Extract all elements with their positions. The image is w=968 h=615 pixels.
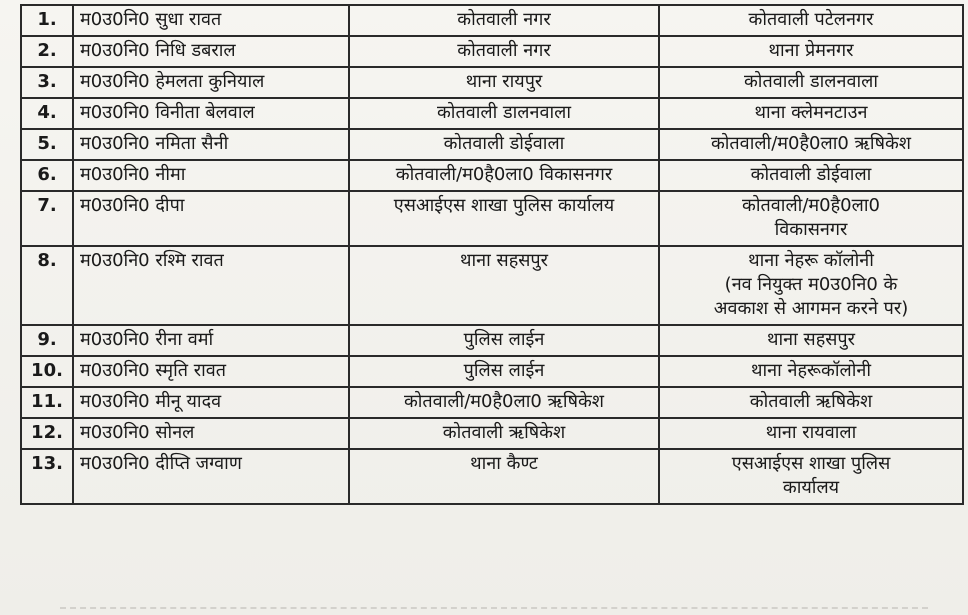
new-posting-line: थाना सहसपुर [766, 329, 856, 350]
new-posting [659, 191, 963, 246]
new-posting [659, 418, 963, 449]
new-posting [659, 246, 963, 325]
officer-name: म0उ0नि0 रश्मि रावत [73, 246, 349, 325]
new-posting [659, 36, 963, 67]
table-row [21, 356, 963, 387]
current-posting: कोतवाली डोईवाला [349, 129, 659, 160]
current-posting: कोतवाली नगर [349, 5, 659, 36]
page-edge-mark [60, 607, 928, 613]
serial-number: 6. [21, 160, 73, 191]
new-posting-line: कोतवाली डालनवाला [743, 71, 879, 92]
new-posting-line: कोतवाली ऋषिकेश [749, 391, 873, 412]
new-posting [659, 449, 963, 504]
officer-name: म0उ0नि0 नीमा [73, 160, 349, 191]
new-posting-line: थाना नेहरूकॉलोनी [750, 360, 872, 381]
current-posting: थाना सहसपुर [349, 246, 659, 325]
new-posting-line: कार्यालय [782, 477, 840, 498]
table-row [21, 67, 963, 98]
serial-number: 2. [21, 36, 73, 67]
transfer-table [20, 4, 964, 505]
officer-name: म0उ0नि0 दीपा [73, 191, 349, 246]
new-posting [659, 356, 963, 387]
current-posting: एसआईएस शाखा पुलिस कार्यालय [349, 191, 659, 246]
serial-number: 12. [21, 418, 73, 449]
current-posting: पुलिस लाईन [349, 356, 659, 387]
current-posting: थाना कैण्ट [349, 449, 659, 504]
new-posting-line: थाना क्लेमनटाउन [754, 102, 868, 123]
new-posting-line: थाना प्रेमनगर [768, 40, 854, 61]
new-posting-line: कोतवाली/म0है0ला0 ऋषिकेश [710, 133, 912, 154]
new-posting [659, 160, 963, 191]
serial-number: 9. [21, 325, 73, 356]
serial-number: 1. [21, 5, 73, 36]
new-posting-line: थाना रायवाला [765, 422, 857, 443]
table-row [21, 36, 963, 67]
table-row [21, 246, 963, 325]
table-row [21, 129, 963, 160]
officer-name: म0उ0नि0 विनीता बेलवाल [73, 98, 349, 129]
serial-number: 4. [21, 98, 73, 129]
serial-number: 3. [21, 67, 73, 98]
new-posting-line: कोतवाली डोईवाला [750, 164, 872, 185]
new-posting [659, 129, 963, 160]
officer-name: म0उ0नि0 हेमलता कुनियाल [73, 67, 349, 98]
current-posting: कोतवाली ऋषिकेश [349, 418, 659, 449]
new-posting-line: कोतवाली पटेलनगर [748, 9, 874, 30]
serial-number: 11. [21, 387, 73, 418]
current-posting: थाना रायपुर [349, 67, 659, 98]
new-posting-line: एसआईएस शाखा पुलिस [731, 453, 891, 474]
current-posting: कोतवाली डालनवाला [349, 98, 659, 129]
new-posting [659, 387, 963, 418]
new-posting-line: अवकाश से आगमन करने पर) [713, 298, 909, 319]
current-posting: कोतवाली/म0है0ला0 विकासनगर [349, 160, 659, 191]
new-posting-line: कोतवाली/म0है0ला0 [742, 195, 880, 216]
table-row [21, 191, 963, 246]
current-posting: पुलिस लाईन [349, 325, 659, 356]
new-posting [659, 98, 963, 129]
officer-name: म0उ0नि0 सोनल [73, 418, 349, 449]
current-posting: कोतवाली नगर [349, 36, 659, 67]
serial-number: 13. [21, 449, 73, 504]
officer-name: म0उ0नि0 मीनू यादव [73, 387, 349, 418]
new-posting [659, 325, 963, 356]
current-posting: कोतवाली/म0है0ला0 ऋषिकेश [349, 387, 659, 418]
officer-name: म0उ0नि0 सुधा रावत [73, 5, 349, 36]
table-row [21, 160, 963, 191]
new-posting-line: थाना नेहरू कॉलोनी [748, 250, 874, 271]
serial-number: 8. [21, 246, 73, 325]
serial-number: 5. [21, 129, 73, 160]
table-row [21, 387, 963, 418]
table-row [21, 449, 963, 504]
serial-number: 10. [21, 356, 73, 387]
table-row [21, 5, 963, 36]
officer-name: म0उ0नि0 रीना वर्मा [73, 325, 349, 356]
new-posting [659, 5, 963, 36]
table-row [21, 418, 963, 449]
officer-name: म0उ0नि0 निधि डबराल [73, 36, 349, 67]
officer-name: म0उ0नि0 स्मृति रावत [73, 356, 349, 387]
new-posting-line: विकासनगर [774, 219, 848, 240]
new-posting-line: (नव नियुक्त म0उ0नि0 के [724, 274, 898, 295]
table-row [21, 98, 963, 129]
serial-number: 7. [21, 191, 73, 246]
officer-name: म0उ0नि0 नमिता सैनी [73, 129, 349, 160]
table-row [21, 325, 963, 356]
new-posting [659, 67, 963, 98]
officer-name: म0उ0नि0 दीप्ति जग्वाण [73, 449, 349, 504]
